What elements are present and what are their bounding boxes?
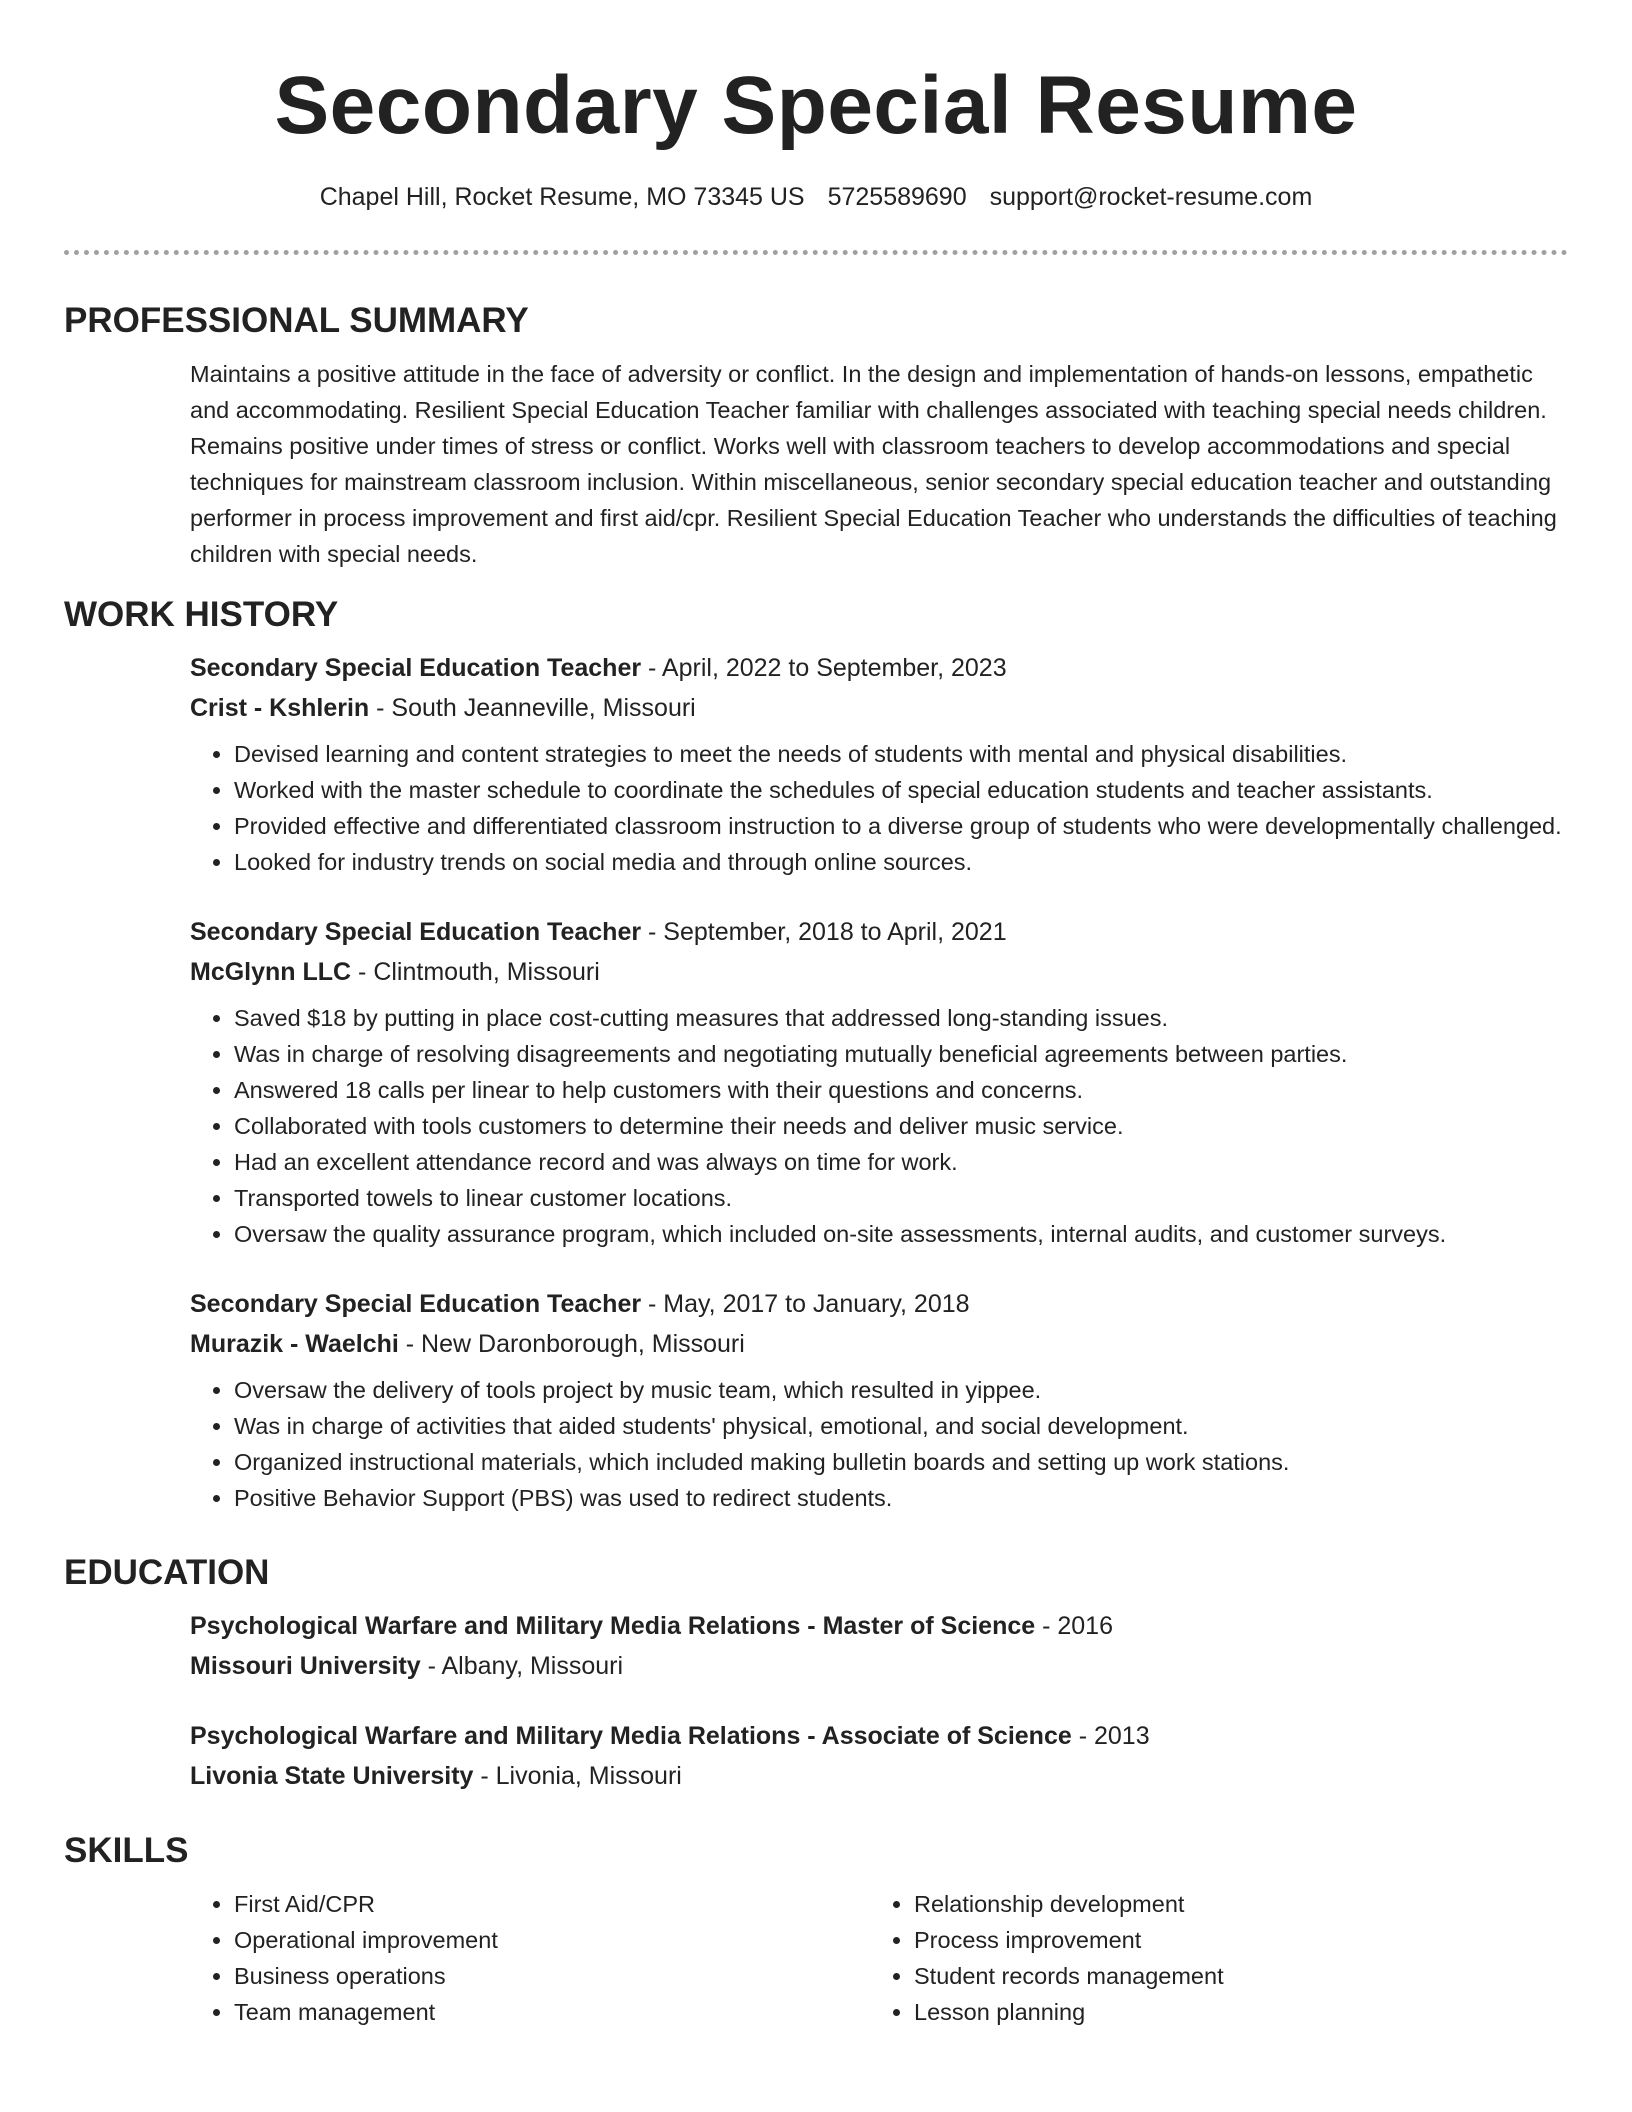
skill-item: • Business operations [234, 1958, 870, 1994]
job-entry [190, 1284, 1568, 1516]
skills-title: SKILLS [64, 1831, 189, 1870]
job-title-line [190, 1284, 1568, 1324]
job-bullet: • Devised learning and content strategies to meet the needs of students with mental and physical disabilities. [234, 736, 1568, 772]
skill-item: • Lesson planning [914, 1994, 1550, 2030]
job-bullet: • Was in charge of resolving disagreements and negotiating mutually beneficial agreements between parties. [234, 1036, 1568, 1072]
job-bullet: • Had an excellent attendance record and was always on time for work. [234, 1144, 1568, 1180]
job-company-line [190, 952, 1568, 992]
education-degree: Psychological Warfare and Military Media Relations - Associate of Science [190, 1722, 1072, 1750]
job-bullet: • Worked with the master schedule to coordinate the schedules of special education students and teacher assistants. [234, 772, 1568, 808]
education-degree-line [190, 1716, 1568, 1756]
job-entry [190, 648, 1568, 880]
skill-item: • Relationship development [914, 1886, 1550, 1922]
job-bullet: • Organized instructional materials, which included making bulletin boards and setting up work stations. [234, 1444, 1568, 1480]
job-bullet: • Looked for industry trends on social media and through online sources. [234, 844, 1568, 880]
contact-line [0, 180, 1632, 214]
header-divider [64, 250, 1568, 255]
education-entry [190, 1606, 1568, 1686]
skill-item: • Team management [234, 1994, 870, 2030]
job-role: Secondary Special Education Teacher [190, 918, 642, 946]
job-dates: - April, 2022 to September, 2023 [641, 654, 1007, 682]
work-history-title: WORK HISTORY [64, 595, 339, 634]
skill-item: • First Aid/CPR [234, 1886, 870, 1922]
job-company-line [190, 688, 1568, 728]
contact-phone: 5725589690 [827, 183, 967, 211]
job-bullet: • Oversaw the quality assurance program, which included on-site assessments, internal audits, and customer surveys. [234, 1216, 1568, 1252]
contact-address: Chapel Hill, Rocket Resume, MO 73345 US [319, 183, 805, 211]
job-bullet: • Saved $18 by putting in place cost-cutting measures that addressed long-standing issues. [234, 1000, 1568, 1036]
job-company: Crist - Kshlerin [190, 694, 370, 722]
job-bullets [190, 736, 1568, 880]
education-year: - 2016 [1035, 1612, 1113, 1640]
job-bullet: • Provided effective and differentiated classroom instruction to a diverse group of students who were developmentally challenged. [234, 808, 1568, 844]
job-bullet: • Positive Behavior Support (PBS) was used to redirect students. [234, 1480, 1568, 1516]
job-bullet: • Was in charge of activities that aided students' physical, emotional, and social development. [234, 1408, 1568, 1444]
job-title-line [190, 912, 1568, 952]
skills-column-left [190, 1886, 870, 2030]
job-title-line [190, 648, 1568, 688]
job-bullet: • Collaborated with tools customers to determine their needs and deliver music service. [234, 1108, 1568, 1144]
job-role: Secondary Special Education Teacher [190, 1290, 642, 1318]
summary-title: PROFESSIONAL SUMMARY [64, 301, 529, 340]
job-bullet: • Transported towels to linear customer locations. [234, 1180, 1568, 1216]
education-body [190, 1606, 1568, 1796]
skill-item: • Student records management [914, 1958, 1550, 1994]
summary-text: Maintains a positive attitude in the face of adversity or conflict. In the design and implementation of hands-on lessons, empathetic and accommodating. Resilient Special Education Teacher familiar with challenges associated with teaching special needs children. Remains positive under times of stress or conflict. Works well with classroom teachers to develop accommodations and special techniques for mainstream classroom inclusion. Within miscellaneous, senior secondary special education teacher and outstanding performer in process improvement and first aid/cpr. Resilient Special Education Teacher who understands the difficulties of teaching children with special needs. [190, 361, 1557, 567]
resume-content [64, 296, 1568, 2030]
education-school-line [190, 1646, 1568, 1686]
job-dates: - May, 2017 to January, 2018 [641, 1290, 970, 1318]
education-location: - Albany, Missouri [420, 1652, 624, 1680]
job-company: Murazik - Waelchi [190, 1330, 399, 1358]
job-dates: - September, 2018 to April, 2021 [641, 918, 1007, 946]
education-location: - Livonia, Missouri [473, 1762, 682, 1790]
education-year: - 2013 [1071, 1722, 1150, 1750]
contact-email: support@rocket-resume.com [989, 183, 1313, 211]
job-company-line [190, 1324, 1568, 1364]
work-history-body [190, 648, 1568, 1516]
job-company: McGlynn LLC [190, 958, 352, 986]
education-school: Livonia State University [190, 1762, 474, 1790]
education-school-line [190, 1756, 1568, 1796]
job-entry [190, 912, 1568, 1252]
skills-column-right [870, 1886, 1550, 2030]
skills-list [190, 1886, 1568, 2030]
education-title: EDUCATION [64, 1553, 270, 1592]
job-location: - Clintmouth, Missouri [351, 958, 600, 986]
skill-item: • Operational improvement [234, 1922, 870, 1958]
resume-name: Secondary Special Resume [274, 60, 1358, 151]
skill-item: • Process improvement [914, 1922, 1550, 1958]
education-school: Missouri University [190, 1652, 421, 1680]
job-bullets [190, 1000, 1568, 1252]
education-degree-line [190, 1606, 1568, 1646]
education-entry [190, 1716, 1568, 1796]
job-bullet: • Answered 18 calls per linear to help customers with their questions and concerns. [234, 1072, 1568, 1108]
job-bullets [190, 1372, 1568, 1516]
education-degree: Psychological Warfare and Military Media Relations - Master of Science [190, 1612, 1036, 1640]
job-location: - South Jeanneville, Missouri [369, 694, 696, 722]
job-role: Secondary Special Education Teacher [190, 654, 642, 682]
job-bullet: • Oversaw the delivery of tools project by music team, which resulted in yippee. [234, 1372, 1568, 1408]
job-location: - New Daronborough, Missouri [398, 1330, 745, 1358]
